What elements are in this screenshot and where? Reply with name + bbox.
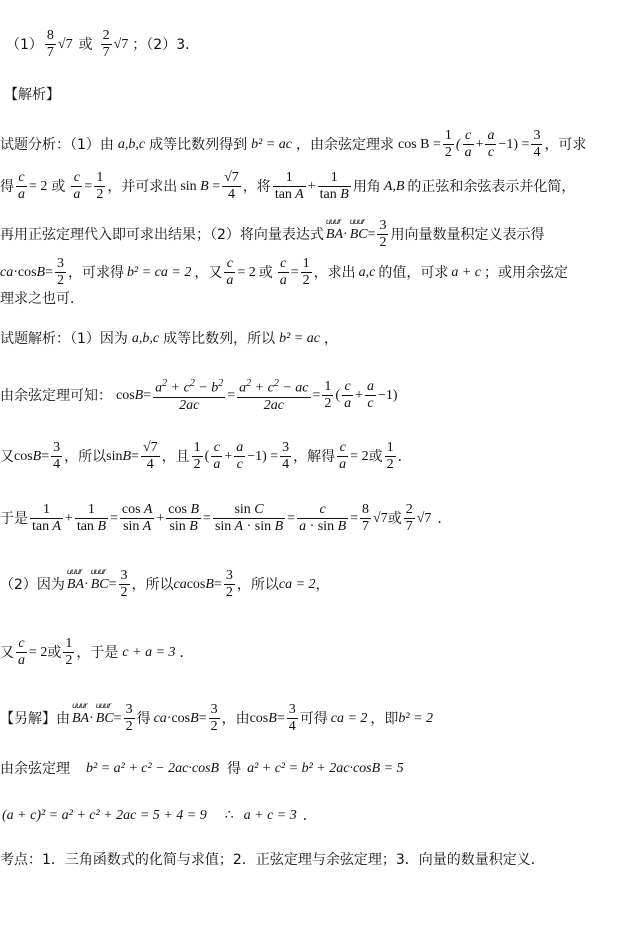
alt-line-2: 由余弦定理 b² = a² + c² − 2ac·cosB 得 a² + c² = b² + 2ac·cosB = 5	[0, 761, 404, 777]
alt-line-3: (a + c)² = a² + c² + 2ac = 5 + 4 = 9 ∴ a + c = 3 ．	[2, 808, 317, 824]
analysis-line-2: 得 $\frac{c}{a}$ = 2 或 $\frac{c}{a}$ = $\frac{1}{2}$ ，并可求出 sin B = $\frac{√7}{4}$ ，将 $\frac{1}{\text{tan A}}$ + $\frac{1}{\text{tan B}}$ 用角 A,B 的正弦和余弦表示并化简，	[0, 170, 576, 203]
solution-line-6: 又 $\frac{c}{a}$ = 2 或 $\frac{1}{2}$ ，于是 c + a = 3 ．	[0, 636, 194, 669]
fraction-8-7: $\frac{8}{7}$	[46, 28, 54, 61]
analysis-header: 【解析】	[4, 87, 60, 103]
sqrt7-2: √7	[113, 36, 129, 52]
answer-line	[6, 28, 630, 61]
solution-line-5: （2）因为 uuur BA · uuur BC = $\frac{3}{2}$ ，所以 ca cos B = $\frac{3}{2}$ ，所以 ca = 2 ，	[0, 568, 630, 601]
analysis-line-1: 试题分析：（1）由 a,b,c 成等比数列得到 b² = ac ，由余弦定理求 cos B = $\frac{1}{2}$ ( $\frac{c}{a}$ + $\frac{a}{c}$ −1) = $\frac{3}{4}$ ，可求	[0, 128, 587, 161]
answer-prefix: （1）	[6, 36, 43, 53]
fraction-2-7: $\frac{2}{7}$	[102, 28, 110, 61]
solution-line-1: 试题解析：（1）因为 a,b,c 成等比数列，所以 b² = ac ，	[0, 331, 338, 347]
answer-or: 或	[78, 36, 93, 53]
solution-line-4: 于是 $\frac{1}{\text{tan A}}$ + $\frac{1}{\text{tan B}}$ = $\frac{\text{cos A}}{\text{sin A}}$ + $\frac{\text{cos B}}{\text{sin B}}$ = $\frac{\text{sin C}}{\text{sin A · sin B}}$ = $\frac{c}{\text{a · sin B}}$ = $\frac{8}{7}$ √7 或 $\frac{2}{7}$ √7 ．	[0, 502, 452, 535]
analysis-line-4: ca ·cos B = $\frac{3}{2}$ ，可求得 b² = ca = 2 ，又 $\frac{c}{a}$ = 2 或 $\frac{c}{a}$ = $\frac{1}{2}$ ，求出 a,c 的值，可求 a + c ；或用余弦定	[0, 256, 569, 289]
solution-line-2: 由余弦定理可知： cos B = $\frac{a^2 + c^2 - b^2}{2ac}$ = $\frac{a^2 + c^2 - ac}{2ac}$ = $\frac{1}{2}$ ( $\frac{c}{a}$ + $\frac{a}{c}$ −1)	[0, 378, 398, 413]
solution-line-3: 又 cos B = $\frac{3}{4}$ ，所以 sin B = $\frac{√7}{4}$ ，且 $\frac{1}{2}$ ( $\frac{c}{a}$ + $\frac{a}{c}$ −1) = $\frac{3}{4}$ ，解得 $\frac{c}{a}$ = 2 或 $\frac{1}{2}$ ．	[0, 440, 412, 473]
analysis-line-3: 再用正弦定理代入即可求出结果；（2）将向量表达式 uuur BA · uuur BC = $\frac{3}{2}$ 用向量数量积定义表示得	[0, 218, 630, 251]
alt-line-1: 【另解】由 uuur BA · uuur BC = $\frac{3}{2}$ 得 ca ·cos B = $\frac{3}{2}$ ，由 cos B = $\frac{3}{4}$ 可得 ca = 2 ，即 b² = 2	[0, 702, 630, 735]
sqrt7: √7	[57, 36, 73, 52]
answer-part2: ；（2）3．	[132, 36, 200, 53]
kaodian-line: 考点：1．三角函数式的化简与求值；2．正弦定理与余弦定理；3．向量的数量积定义．	[0, 852, 545, 868]
analysis-line-5: 理求之也可．	[0, 291, 84, 307]
